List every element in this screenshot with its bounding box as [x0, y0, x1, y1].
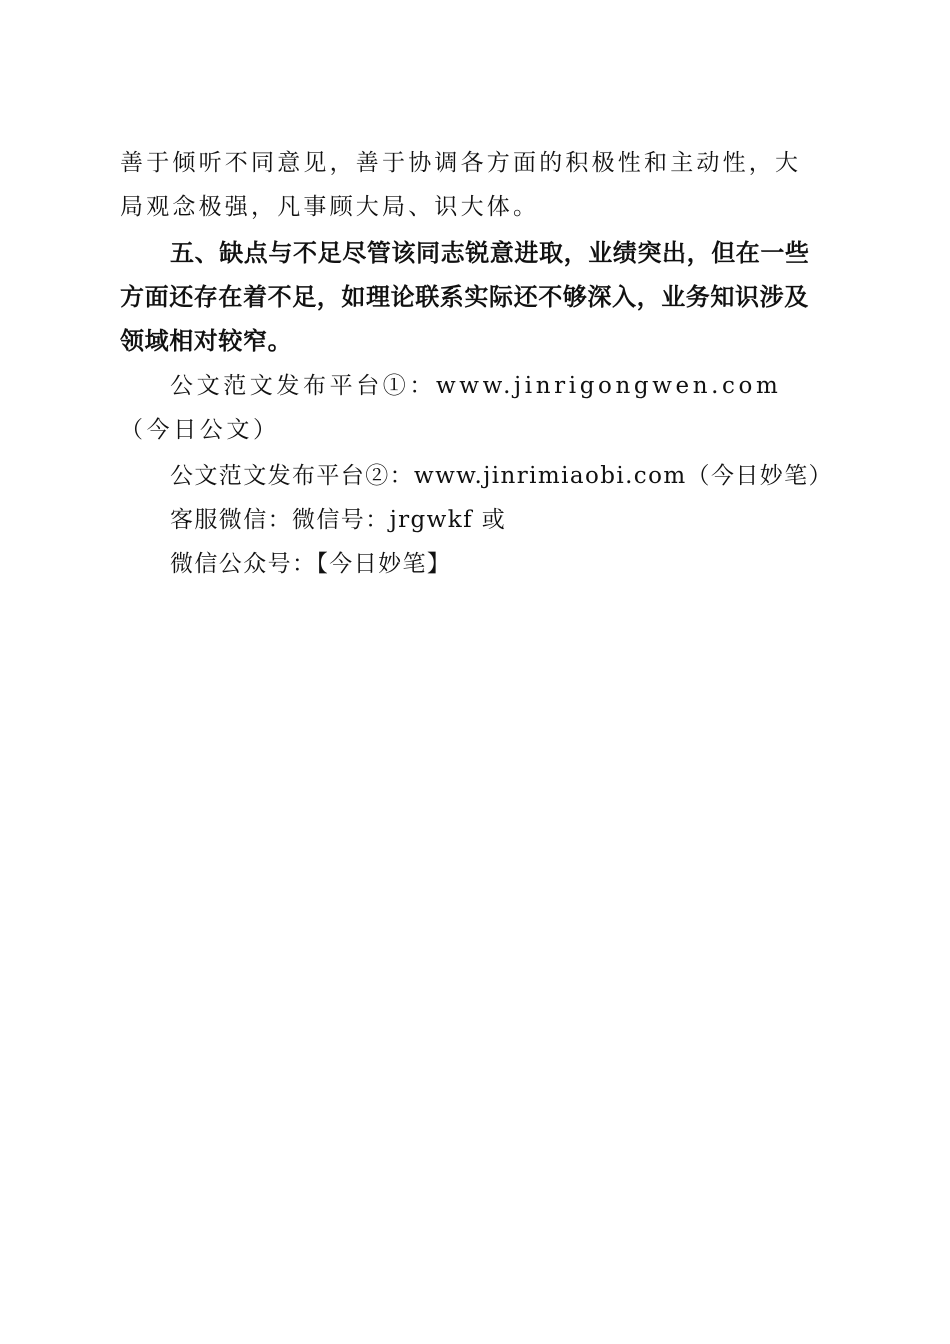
platform-line-2: 公文范文发布平台②：www.jinrimiaobi.com（今日妙笔） [170, 463, 833, 489]
paragraph-teamwork: 善于倾听不同意见，善于协调各方面的积极性和主动性，大局观念极强，凡事顾大局、识大体。 [120, 150, 802, 220]
public-account-line: 微信公众号：【今日妙笔】 [170, 551, 452, 577]
service-wechat-line: 客服微信：微信号：jrgwkf 或 [170, 507, 507, 533]
paragraph-shortcomings: 五、缺点与不足尽管该同志锐意进取，业绩突出，但在一些方面还存在着不足，如理论联系实际还不够深入，业务知识涉及领域相对较窄。 [120, 239, 810, 355]
platform-line-1: 公文范文发布平台①：www.jinrigongwen.com（今日公文） [120, 373, 782, 443]
